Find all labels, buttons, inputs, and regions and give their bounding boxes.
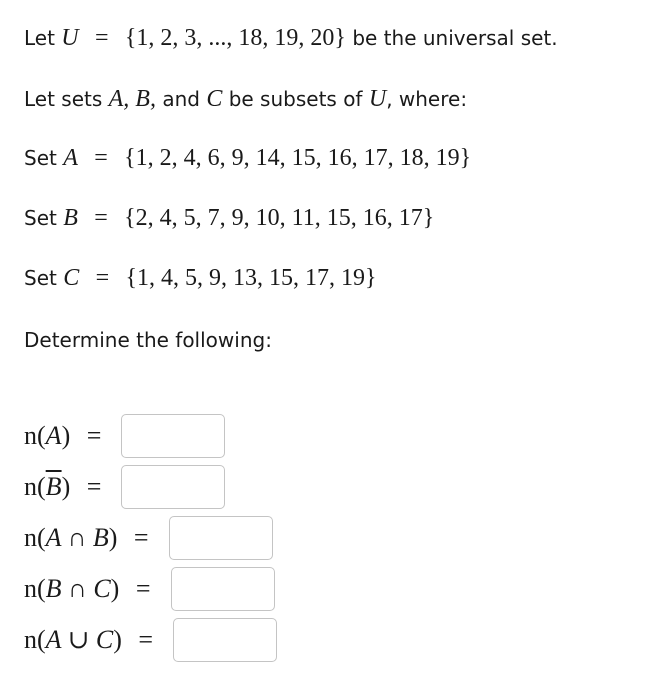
- set-variable: A: [63, 145, 78, 171]
- question-label: n(A ∪ C) =: [24, 625, 154, 654]
- set-label: Set: [24, 206, 57, 230]
- set-a-definition: [24, 144, 471, 172]
- answer-input-n-a-intersect-b[interactable]: [169, 516, 273, 560]
- equals-sign: =: [95, 265, 110, 291]
- set-variable: C: [63, 265, 80, 291]
- universal-set-statement: [24, 24, 558, 52]
- set-c-definition: [24, 264, 377, 292]
- intro-lead: Let: [24, 26, 55, 50]
- equals-sign: =: [95, 25, 109, 51]
- universe-variable-ref: U: [368, 86, 387, 112]
- set-b-definition: [24, 204, 434, 232]
- subsets-trail: , where:: [386, 87, 468, 111]
- question-n-b-intersect-c: [24, 567, 275, 611]
- question-label: n(B ∩ C) =: [24, 574, 151, 603]
- prompt-text: Determine the following:: [24, 328, 272, 352]
- subset-var-c: C: [206, 86, 223, 112]
- set-label: Set: [24, 146, 57, 170]
- question-n-a-intersect-b: [24, 516, 273, 560]
- subset-vars: A, B,: [108, 86, 156, 112]
- question-label: $n(\overline{B})$ =: [24, 472, 102, 501]
- set-elements: {1, 4, 5, 9, 13, 15, 17, 19}: [125, 265, 377, 291]
- answer-input-n-a[interactable]: [121, 414, 225, 458]
- subsets-mid: be subsets of: [228, 87, 363, 111]
- set-elements: {2, 4, 5, 7, 9, 10, 11, 15, 16, 17}: [124, 205, 435, 231]
- answer-input-n-b-complement[interactable]: [121, 465, 225, 509]
- set-elements: {1, 2, 4, 6, 9, 14, 15, 16, 17, 18, 19}: [124, 145, 472, 171]
- set-label: Set: [24, 266, 57, 290]
- subsets-lead: Let sets: [24, 87, 103, 111]
- question-n-a: [24, 414, 225, 458]
- question-label: n(A) =: [24, 421, 102, 450]
- universe-elements: {1, 2, 3, ..., 18, 19, 20}: [124, 25, 346, 51]
- answer-input-n-a-union-c[interactable]: [173, 618, 277, 662]
- question-n-b-complement: [24, 465, 225, 509]
- equals-sign: =: [94, 205, 108, 231]
- question-n-a-union-c: [24, 618, 277, 662]
- subsets-and: and: [162, 87, 200, 111]
- question-label: n(A ∩ B) =: [24, 523, 149, 552]
- answer-input-n-b-intersect-c[interactable]: [171, 567, 275, 611]
- equals-sign: =: [94, 145, 108, 171]
- set-variable: B: [63, 205, 78, 231]
- intro-trail: be the universal set.: [352, 26, 558, 50]
- universe-variable: U: [61, 25, 79, 51]
- subsets-statement: [24, 85, 467, 113]
